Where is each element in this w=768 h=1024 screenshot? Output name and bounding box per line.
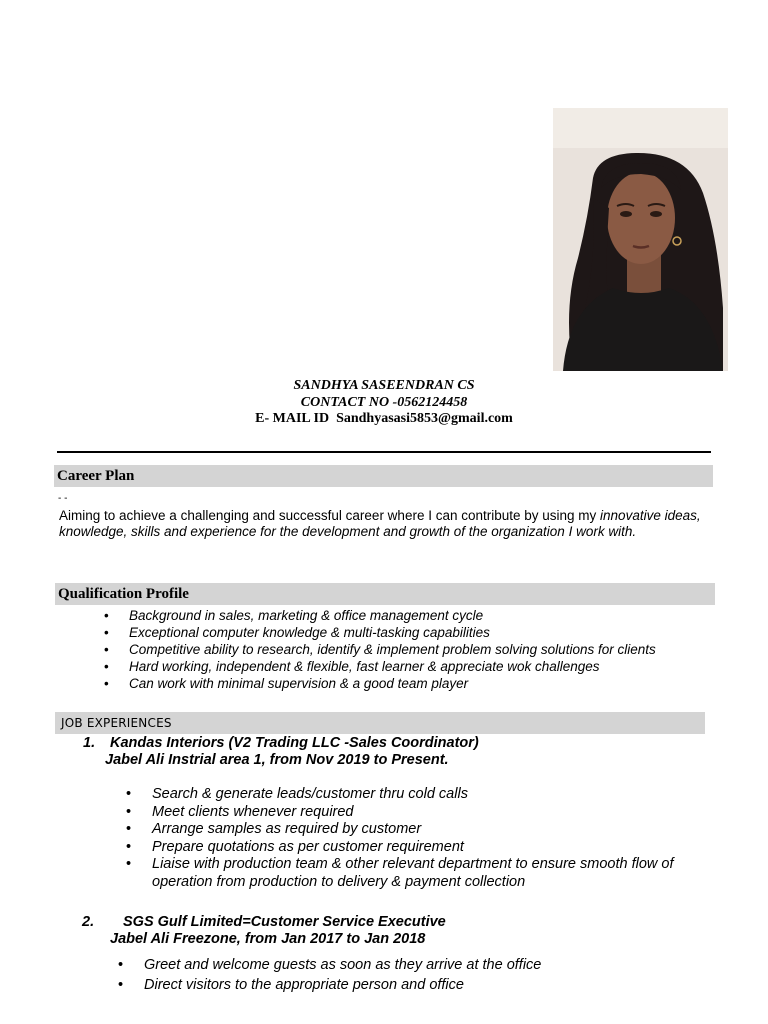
list-item <box>126 821 726 839</box>
email-label: E- MAIL ID <box>255 411 330 426</box>
list-item <box>126 856 726 891</box>
list-item-text: Arrange samples as required by customer <box>152 821 422 837</box>
bullet: • <box>118 957 124 973</box>
list-item <box>104 658 724 675</box>
bullet: • <box>126 786 132 802</box>
job-number: 2. <box>82 914 95 930</box>
job-experiences-heading: JOB EXPERIENCES <box>61 716 172 730</box>
bullet: • <box>104 625 109 640</box>
list-item <box>126 839 726 857</box>
list-item-text: Competitive ability to research, identify & implement problem solving solutions for clients <box>129 642 656 657</box>
list-item <box>104 607 724 624</box>
list-item <box>118 975 718 995</box>
bullet: • <box>104 642 109 657</box>
email-address: Sandhyasasi5853@gmail.com <box>336 411 513 426</box>
list-item <box>126 786 726 804</box>
job-duties-list <box>126 786 726 891</box>
qualification-list <box>104 607 724 692</box>
list-item-text: Meet clients whenever required <box>152 803 354 820</box>
contact-number: CONTACT NO -0562124458 <box>300 395 468 410</box>
job-company: Kandas Interiors (V2 Trading LLC -Sales Coordinator) <box>110 735 479 751</box>
career-plan-heading: Career Plan <box>57 468 135 484</box>
job-location: Jabel Ali Freezone, from Jan 2017 to Jan 2018 <box>110 931 426 947</box>
list-item <box>126 804 726 822</box>
list-item <box>104 675 724 692</box>
bullet: • <box>126 838 132 855</box>
bullet: • <box>104 659 109 674</box>
list-item <box>104 624 724 641</box>
list-item-text: Liaise with production team & other relevant department to ensure smooth flow of operation from production to delivery & payment collection <box>152 856 674 890</box>
career-plan-text <box>59 508 709 539</box>
bullet: • <box>126 856 132 872</box>
bullet: • <box>104 676 109 691</box>
list-item <box>118 955 718 975</box>
header-divider <box>57 451 711 453</box>
list-item-text: Hard working, independent & flexible, fast learner & appreciate wok challenges <box>129 659 600 674</box>
list-item <box>104 641 724 658</box>
list-item-text: Can work with minimal supervision & a good team player <box>129 676 469 691</box>
list-item-text: Direct visitors to the appropriate person and office <box>144 977 464 993</box>
email-line <box>0 411 768 427</box>
career-dashes: - - <box>58 493 68 504</box>
job-experiences-heading-bar <box>55 712 705 734</box>
list-item-text: Exceptional computer knowledge & multi-tasking capabilities <box>129 625 490 640</box>
profile-photo <box>553 108 728 371</box>
list-item-text: Background in sales, marketing & office management cycle <box>129 608 484 623</box>
job-location: Jabel Ali Instrial area 1, from Nov 2019 to Present. <box>105 752 449 768</box>
qualification-heading: Qualification Profile <box>58 586 189 602</box>
bullet: • <box>126 803 132 820</box>
career-text-italic: innovative ideas, knowledge, skills and experience for the development and growth of the organization I work with. <box>59 508 701 539</box>
bullet: • <box>118 977 124 993</box>
job-company: SGS Gulf Limited=Customer Service Executive <box>123 914 446 930</box>
bullet: • <box>126 821 132 837</box>
list-item-text: Greet and welcome guests as soon as they arrive at the office <box>144 957 542 973</box>
list-item-text: Prepare quotations as per customer requirement <box>152 838 464 855</box>
list-item-text: Search & generate leads/customer thru cold calls <box>152 786 468 802</box>
job-duties-list <box>118 955 718 995</box>
qualification-heading-bar <box>55 583 715 605</box>
job-number: 1. <box>83 735 96 751</box>
career-text-plain: Aiming to achieve a challenging and successful career where I can contribute by using my <box>59 508 601 523</box>
career-plan-heading-bar <box>54 465 713 487</box>
candidate-name: SANDHYA SASEENDRAN CS <box>293 378 475 393</box>
bullet: • <box>104 608 109 623</box>
